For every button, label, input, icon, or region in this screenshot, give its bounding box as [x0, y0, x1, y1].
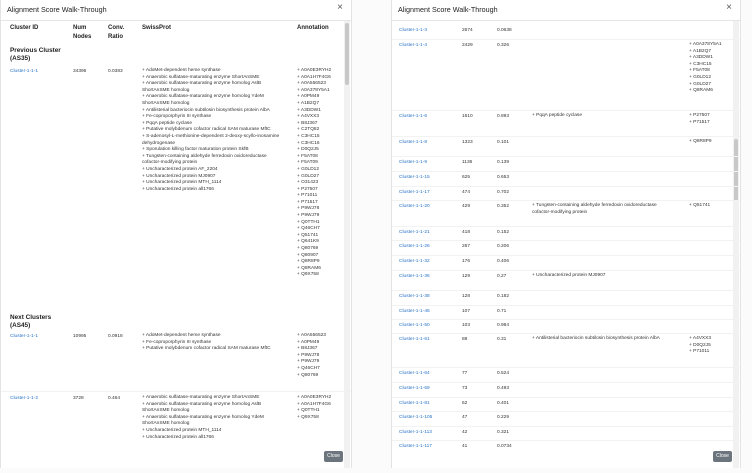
list-item: + P27507: [297, 186, 318, 192]
list-item: + Q0TTH1: [297, 408, 320, 414]
section-next-clusters: Next Clusters (AS45): [10, 314, 52, 329]
num-nodes: 625: [462, 175, 471, 180]
list-item: + A4VXX3: [297, 114, 320, 120]
num-nodes: 47: [462, 415, 468, 420]
modal-body: [392, 21, 740, 468]
list-item: + P9WJ79: [297, 359, 320, 365]
list-item: + PqqA peptide cyclase: [532, 113, 583, 118]
conv-ratio: 0.27: [497, 274, 507, 279]
list-item: + Q51741: [689, 203, 711, 208]
list-item: ShortAnSME homolog: [142, 87, 190, 93]
conv-ratio: 0.321: [497, 430, 510, 435]
cluster-link[interactable]: Cluster-1-1-46: [399, 309, 430, 314]
list-item: + S-adenosyl-L-methionine-dependent 2-deoxy-scyllo-inosamine: [142, 133, 280, 139]
num-nodes: 77: [462, 371, 468, 376]
cluster-link[interactable]: Cluster-1-1-2: [10, 396, 38, 401]
cluster-link[interactable]: Cluster-1-1-9: [399, 160, 427, 165]
annotation-list: [297, 333, 326, 379]
num-nodes: 267: [462, 244, 471, 249]
list-item: + A0A556523: [297, 333, 326, 338]
list-item: + Putative molybdenum cofactor radical SAM maturase MftC: [142, 346, 271, 352]
list-item: + Uncharacterized protein MJ0907: [142, 173, 216, 179]
annotation-list: [689, 113, 710, 126]
cluster-link[interactable]: Cluster-1-1-69: [399, 386, 430, 391]
conv-ratio: 0.401: [497, 401, 510, 406]
num-nodes: 129: [462, 274, 471, 279]
list-item: + G0LD12: [297, 166, 320, 172]
modal-header: [1, 0, 351, 20]
cluster-link[interactable]: Cluster-1-1-32: [399, 259, 430, 264]
num-nodes: 2429: [462, 43, 473, 48]
conv-ratio: 0.31: [497, 337, 507, 342]
num-nodes: 41: [462, 444, 468, 449]
list-item: + P71517: [689, 119, 710, 125]
list-item: + Antilisterial bacteriocin subtilosin biosynthesis protein AlbA: [142, 107, 270, 113]
cluster-link[interactable]: Cluster-1-1-6: [399, 114, 427, 119]
list-item: + D0Q2J5: [689, 342, 711, 348]
num-nodes: 429: [462, 204, 471, 209]
num-nodes: 176: [462, 259, 471, 264]
cluster-link[interactable]: Cluster-1-1-36: [399, 274, 430, 279]
conv-ratio: 0.524: [497, 371, 510, 376]
list-item: + A1B2Q7: [689, 48, 712, 54]
list-item: + PqqA peptide cyclase: [142, 120, 193, 126]
list-item: + A0A378Y5A1: [689, 42, 722, 47]
walkthrough-modal-left: [0, 0, 352, 468]
conv-ratio: 0.493: [497, 386, 510, 391]
cluster-link[interactable]: Cluster-1-1-17: [399, 190, 430, 195]
list-item: + Anaerobic sulfatase-maturating enzyme homolog AslB: [142, 401, 262, 407]
num-nodes: 1323: [462, 140, 473, 145]
conv-ratio: 0.229: [497, 415, 510, 420]
list-item: + A0PM49: [297, 339, 320, 345]
num-nodes: 2674: [462, 28, 473, 33]
list-item: + Q641K9: [297, 239, 319, 245]
swissprot-list: [532, 336, 672, 343]
num-nodes: 1610: [462, 114, 473, 119]
list-item: + C3HC16: [297, 140, 320, 146]
list-item: + G0LD27: [297, 173, 320, 179]
list-item: + Q80907: [297, 252, 319, 258]
list-item: + P27507: [689, 113, 710, 118]
list-item: + A0A0E3RYH2: [297, 395, 332, 400]
annotation-list: [297, 395, 331, 421]
num-nodes: 88: [462, 337, 468, 342]
list-item: + Q8RAM6: [297, 265, 321, 271]
list-item: + Anaerobic sulfatase-maturating enzyme ShortAnSME: [142, 395, 260, 400]
swissprot-list: [532, 113, 672, 120]
conv-ratio: 0.139: [497, 160, 510, 165]
col-header-cluster-id: Cluster ID: [10, 25, 39, 31]
list-item: + Anaerobic sulfatase-maturating enzyme ShortAnSME: [142, 74, 260, 80]
list-item: + Anaerobic sulfatase-maturating enzyme homolog YdeM: [142, 94, 264, 100]
swissprot-list: [532, 273, 672, 280]
list-item: + F5AT09: [297, 160, 318, 166]
list-item: ShortAnSME homolog: [142, 408, 190, 414]
close-button[interactable]: Close: [713, 451, 732, 462]
list-item: + P9WJ79: [297, 213, 320, 219]
conv-ratio: 0.464: [108, 396, 121, 401]
swissprot-list: [532, 203, 672, 216]
list-item: + A0A0E3RYH2: [297, 68, 332, 73]
num-nodes: 107: [462, 309, 471, 314]
list-item: ShortAnSME homolog: [142, 421, 190, 427]
conv-ratio: 0.0383: [108, 69, 123, 74]
conv-ratio: 0.152: [497, 230, 510, 235]
list-item: + Q0TTH1: [297, 219, 320, 225]
annotation-list: [689, 42, 722, 95]
swissprot-list: [142, 333, 271, 353]
list-item: + A0A1H7F4G6: [297, 74, 331, 80]
list-item: + Tungsten-containing aldehyde ferredoxin oxidoreductase: [142, 153, 267, 159]
cluster-link[interactable]: Cluster-1-1-61: [399, 337, 430, 342]
cluster-link[interactable]: Cluster-1-1-105: [399, 415, 433, 420]
conv-ratio: 0.653: [497, 175, 510, 180]
annotation-list: [689, 139, 712, 146]
list-item: + Q9X758: [297, 272, 319, 278]
list-item: dehydrogenase: [142, 140, 176, 146]
cluster-link[interactable]: Cluster-1-1-64: [399, 371, 430, 376]
conv-ratio: 0.406: [497, 259, 510, 264]
num-nodes: 1136: [462, 160, 473, 165]
conv-ratio: 0.71: [497, 309, 507, 314]
list-item: + Q51741: [297, 232, 319, 238]
col-header-num-nodes: Num Nodes: [73, 25, 92, 40]
close-icon[interactable]: ×: [726, 2, 732, 13]
list-item: + Uncharacterized protein MTH_1114: [142, 180, 222, 186]
list-item: + C3HC15: [297, 133, 320, 139]
cluster-link[interactable]: Cluster-1-1-113: [399, 430, 432, 435]
list-item: + Q9X758: [297, 414, 319, 420]
list-item: + B8J367: [297, 120, 318, 126]
list-item: + Tungsten-containing aldehyde ferredoxin oxidoreductase: [532, 203, 657, 208]
scrollbar-track[interactable]: [733, 21, 739, 468]
cluster-link[interactable]: Cluster-1-1-1: [10, 334, 38, 339]
col-header-annotation: Annotation: [297, 25, 329, 31]
list-item: + F5AT08: [297, 153, 318, 159]
cluster-link[interactable]: Cluster-1-1-15: [399, 175, 430, 180]
modal-body: [1, 21, 351, 468]
col-header-conv-ratio: Conv. Ratio: [108, 25, 125, 40]
col-header-swissprot: SwissProt: [142, 25, 172, 31]
num-nodes: 34396: [73, 69, 87, 74]
list-item: + P71011: [689, 349, 710, 355]
cluster-link[interactable]: Cluster-1-1-20: [399, 204, 430, 209]
list-item: + G0LD12: [689, 74, 712, 80]
conv-ratio: 0.984: [497, 323, 510, 328]
list-item: + A0PM49: [297, 94, 320, 100]
list-item: + Q46CH7: [297, 365, 320, 371]
cluster-link[interactable]: Cluster-1-1-3: [399, 28, 427, 33]
list-item: + Antilisterial bacteriocin subtilosin biosynthesis protein AlbA: [532, 336, 660, 341]
swissprot-list: [142, 395, 264, 441]
list-item: cofactor-modifying protein: [532, 209, 588, 215]
num-nodes: 42: [462, 430, 468, 435]
annotation-list: [689, 203, 710, 210]
list-item: + Sporulation killing factor maturation protein SkfB: [142, 147, 249, 153]
list-item: + P71011: [297, 193, 318, 199]
annotation-list: [689, 336, 711, 356]
num-nodes: 62: [462, 401, 468, 406]
cluster-link[interactable]: Cluster-1-1-21: [399, 230, 430, 235]
cluster-link[interactable]: Cluster-1-1-81: [399, 401, 430, 406]
list-item: + A3DDW1: [689, 55, 713, 61]
list-item: + Putative molybdenum cofactor radical SAM maturase MftC: [142, 127, 271, 133]
list-item: + D0Q2J5: [297, 147, 319, 153]
conv-ratio: 0.182: [497, 294, 510, 299]
cluster-link[interactable]: Cluster-1-1-4: [399, 43, 427, 48]
list-item: + O31423: [297, 180, 319, 186]
list-item: + Q46CH7: [297, 226, 320, 232]
cluster-link[interactable]: Cluster-1-1-38: [399, 294, 430, 299]
list-item: + A4VXX3: [689, 336, 712, 341]
list-item: + Q8R8P9: [297, 259, 320, 265]
list-item: + A3DDW1: [297, 107, 321, 113]
list-item: + A0A378Y5A1: [297, 87, 330, 93]
conv-ratio: 0.702: [497, 190, 510, 195]
list-item: + C2TQ82: [297, 127, 320, 133]
conv-ratio: 0.101: [497, 140, 510, 145]
num-nodes: 3728: [73, 396, 84, 401]
list-item: + Uncharacterized protein all1766: [142, 434, 214, 440]
annotation-list: [297, 68, 331, 279]
modal-title: Alignment Score Walk-Through: [398, 5, 498, 14]
cluster-link[interactable]: Cluster-1-1-1: [10, 69, 38, 74]
num-nodes: 418: [462, 230, 471, 235]
walkthrough-modal-right: [391, 0, 741, 468]
list-item: + Uncharacterized protein MJ0907: [532, 273, 606, 278]
list-item: + C3HC15: [689, 61, 712, 67]
modal-header: [392, 0, 740, 20]
num-nodes: 128: [462, 294, 471, 299]
list-item: + B8J367: [297, 346, 318, 352]
scrollbar-track[interactable]: [344, 21, 350, 468]
conv-ratio: 0.0918: [108, 334, 123, 339]
list-item: + P71517: [297, 199, 318, 205]
list-item: + A0A1H7F4G6: [297, 401, 331, 407]
list-item: + Q8R8P9: [689, 139, 712, 144]
cluster-link[interactable]: Cluster-1-1-50: [399, 323, 430, 328]
conv-ratio: 0.352: [497, 204, 510, 209]
swissprot-list: [142, 68, 279, 193]
cluster-link[interactable]: Cluster-1-1-8: [399, 140, 427, 145]
list-item: + AdoMet-dependent heme synthase: [142, 68, 221, 73]
conv-ratio: 0.893: [497, 114, 510, 119]
conv-ratio: 0.206: [497, 244, 510, 249]
modal-title: Alignment Score Walk-Through: [7, 5, 107, 14]
list-item: + P9WJ78: [297, 352, 320, 358]
num-nodes: 73: [462, 386, 468, 391]
scrollbar-thumb[interactable]: [345, 23, 349, 85]
list-item: + F5AT08: [689, 68, 710, 74]
cluster-link[interactable]: Cluster-1-1-117: [399, 444, 432, 449]
list-item: + Q80769: [297, 246, 319, 252]
num-nodes: 10995: [73, 334, 87, 339]
list-item: + Fe-coproporphyrin III synthase: [142, 114, 212, 120]
conv-ratio: 0.0734: [497, 444, 512, 449]
list-item: + A1B2Q7: [297, 100, 320, 106]
close-icon[interactable]: ×: [337, 2, 343, 13]
list-item: + Uncharacterized protein MTH_1114: [142, 427, 222, 433]
list-item: + Q80769: [297, 372, 319, 378]
list-item: + Uncharacterized protein AF_2204: [142, 166, 218, 172]
list-item: + G0LD27: [689, 81, 712, 87]
close-button[interactable]: Close: [324, 451, 343, 462]
list-item: ShortAnSME homolog: [142, 100, 190, 106]
section-previous-cluster: Previous Cluster (AS35): [10, 47, 61, 62]
list-item: + Q8RAM6: [689, 88, 713, 94]
list-item: + A0A556523: [297, 81, 326, 87]
num-nodes: 103: [462, 323, 471, 328]
scrollbar-thumb[interactable]: [734, 139, 738, 201]
list-item: + Fe-coproporphyrin III synthase: [142, 339, 212, 345]
num-nodes: 474: [462, 190, 471, 195]
conv-ratio: 0.0638: [497, 28, 512, 33]
list-item: + Anaerobic sulfatase-maturating enzyme homolog AslB: [142, 81, 262, 87]
list-item: cofactor-modifying protein: [142, 160, 198, 166]
list-item: + Anaerobic sulfatase-maturating enzyme homolog YdeM: [142, 414, 264, 420]
list-item: + Uncharacterized protein all1766: [142, 186, 214, 192]
list-item: + P9WJ78: [297, 206, 320, 212]
cluster-link[interactable]: Cluster-1-1-26: [399, 244, 430, 249]
list-item: + AdoMet-dependent heme synthase: [142, 333, 221, 338]
conv-ratio: 0.326: [497, 43, 510, 48]
